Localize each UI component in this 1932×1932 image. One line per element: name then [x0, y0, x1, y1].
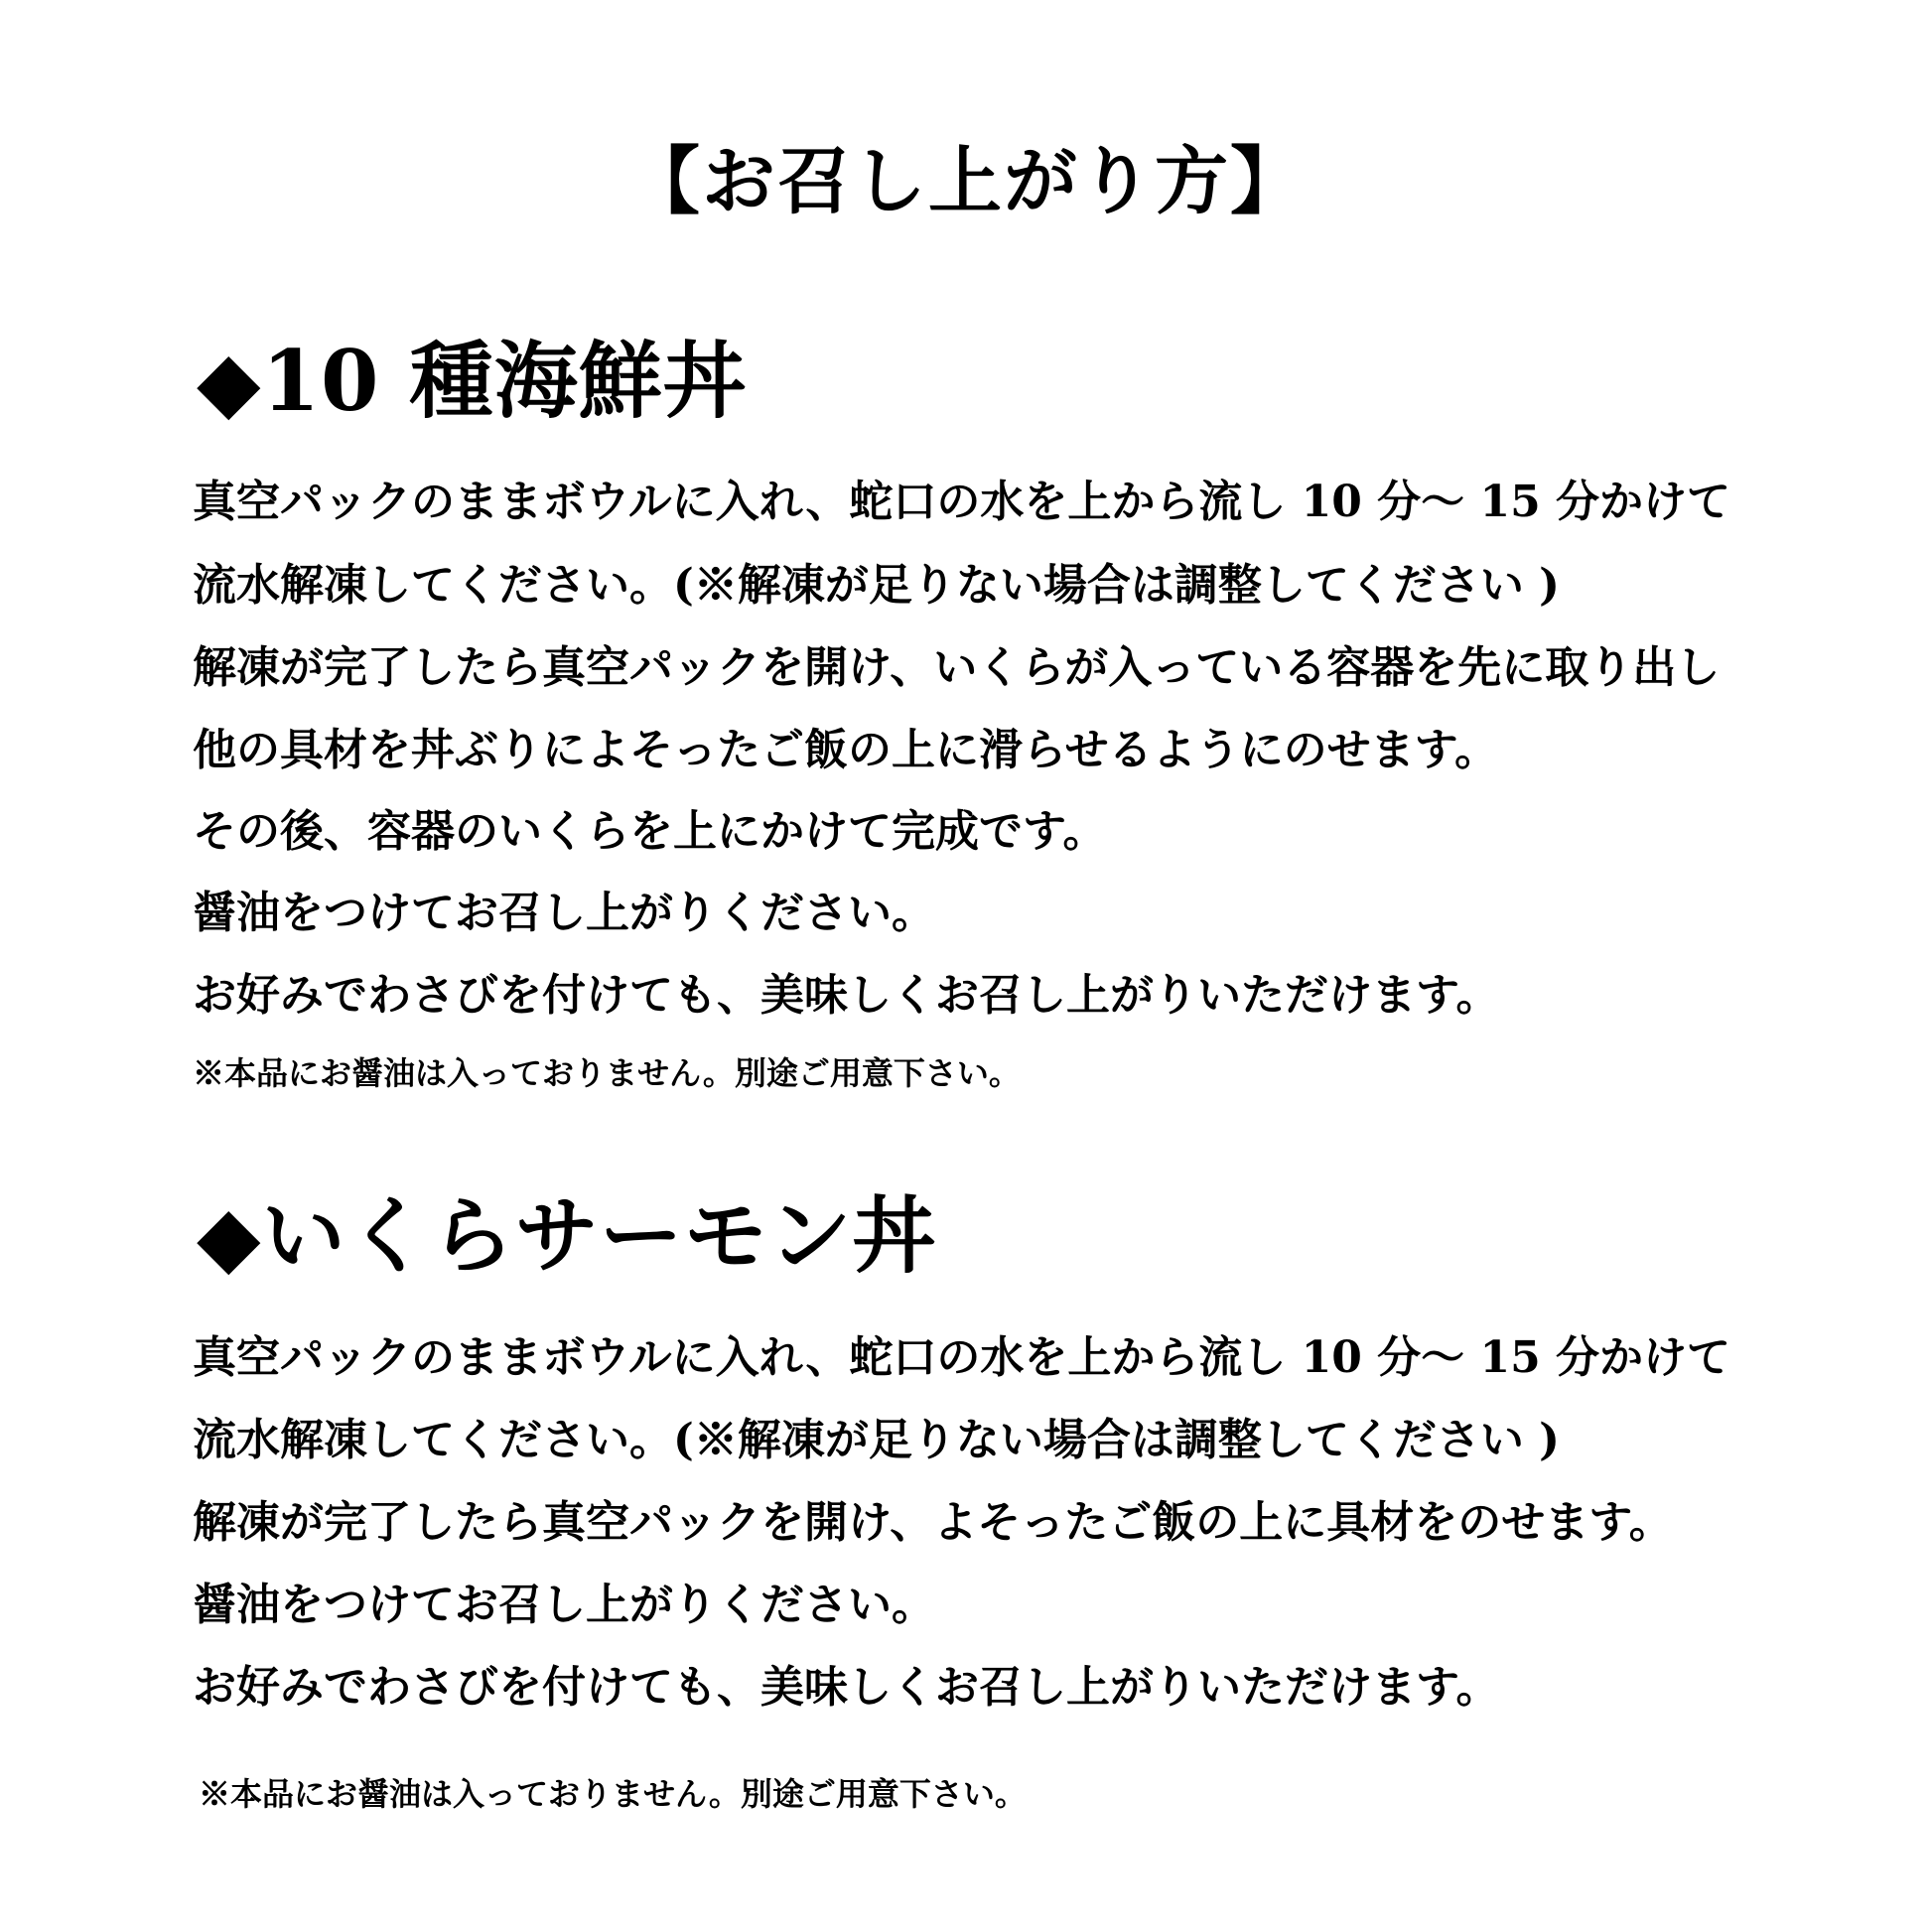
instruction-line: 醤油をつけてお召し上がりください。	[193, 1580, 935, 1630]
soy-sauce-note: ※本品にお醤油は入っておりません。別途ご用意下さい。	[199, 1775, 1027, 1813]
instruction-line: 解凍が完了したら真空パックを開け、よそったご飯の上に具材をのせます。	[193, 1497, 1673, 1548]
instruction-line: お好みでわさびを付けても、美味しくお召し上がりいただけます。	[193, 1662, 1500, 1713]
instruction-line: お好みでわさびを付けても、美味しくお召し上がりいただけます。	[193, 970, 1500, 1021]
instruction-line: 他の具材を丼ぶりによそったご飯の上に滑らせるようにのせます。	[193, 725, 1499, 775]
instruction-line: 流水解凍してください。(※解凍が足りない場合は調整してください )	[193, 560, 1560, 611]
instruction-line: その後、容器のいくらを上にかけて完成です。	[193, 806, 1107, 857]
page-title: 【お召し上がり方】	[626, 139, 1306, 224]
section-heading-ikura-salmon-don: ◆いくらサーモン丼	[197, 1186, 937, 1285]
instruction-line: 解凍が完了したら真空パックを開け、いくらが入っている容器を先に取り出し	[193, 642, 1721, 693]
instruction-line: 流水解凍してください。(※解凍が足りない場合は調整してください )	[193, 1415, 1560, 1465]
soy-sauce-note: ※本品にお醤油は入っておりません。別途ご用意下さい。	[193, 1054, 1021, 1092]
instruction-line: 真空パックのままボウルに入れ、蛇口の水を上から流し 10 分～ 15 分かけて	[193, 1332, 1731, 1383]
section-heading-kaisendon: ◆10 種海鮮丼	[197, 332, 748, 430]
instruction-line: 醤油をつけてお召し上がりください。	[193, 888, 935, 938]
instruction-line: 真空パックのままボウルに入れ、蛇口の水を上から流し 10 分～ 15 分かけて	[193, 477, 1731, 527]
